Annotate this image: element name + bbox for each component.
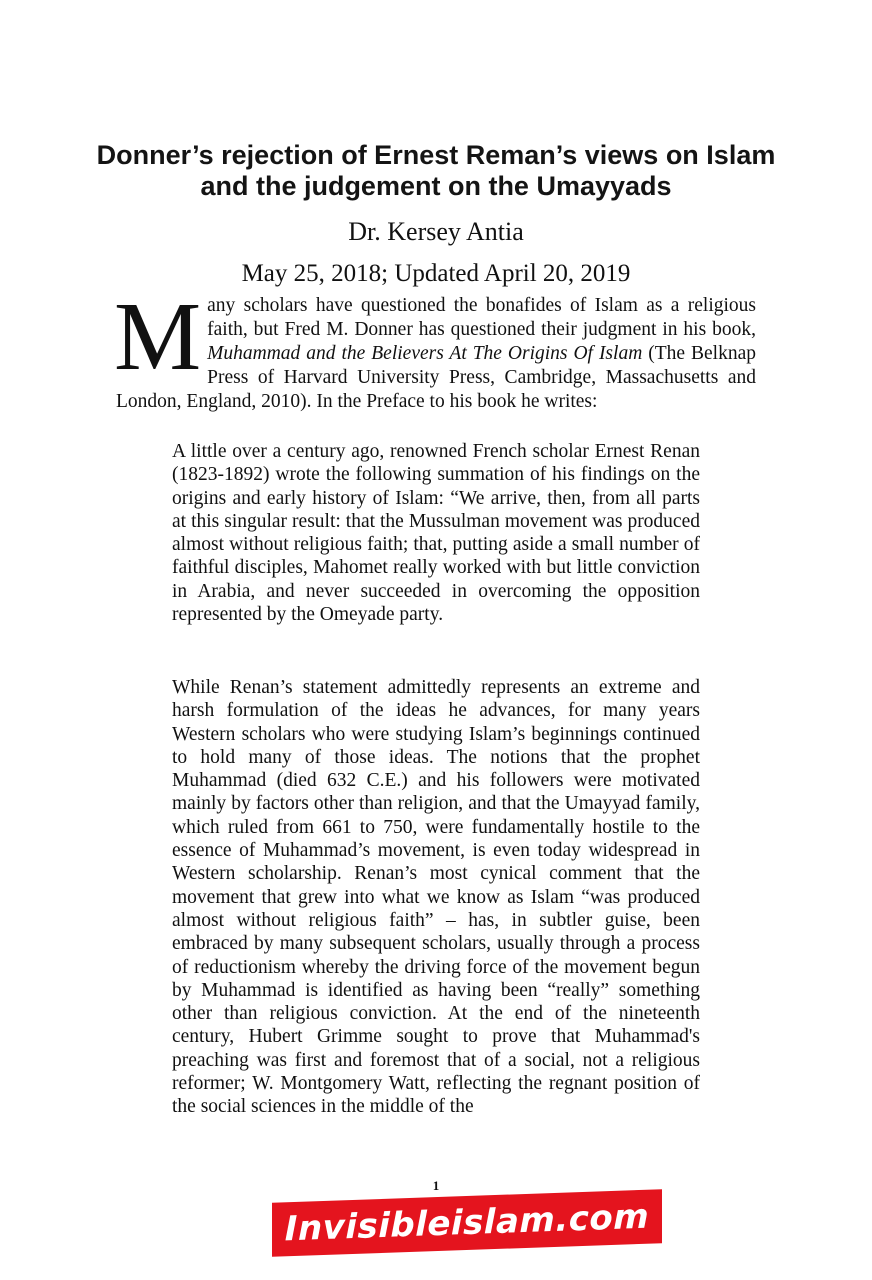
author-name: Dr. Kersey Antia bbox=[348, 217, 524, 246]
quote-paragraph-1: A little over a century ago, renowned French scholar Ernest Renan (1823-1892) wrote the following summation of his findings on the origins and early history of Islam: “We arrive, then, from all parts at this singular result: that the Mussulman movement was produced almost without religious faith; that, putting aside a small number of faithful disciples, Mahomet really worked with but little conviction in Arabia, and never succeeded in overcoming the opposition represented by the Omeyade party. bbox=[172, 441, 700, 626]
quote-paragraph-2: While Renan’s statement admittedly represents an extreme and harsh formulation of the ideas he advances, for many years Western scholars who were studying Islam’s beginnings continued to hold many of those ideas. The notions that the prophet Muhammad (died 632 C.E.) and his followers were motivated mainly by factors other than religion, and that the Umayyad family, which ruled from 661 to 750, were fundamentally hostile to the essence of Muhammad’s movement, is even today widespread in Western scholarship. Renan’s most cynical comment that the movement that grew into what we know as Islam “was produced almost without religious faith” – has, in subtler guise, been embraced by many subsequent scholars, usually through a process of reductionism whereby the driving force of the movement begun by Muhammad is identified as having been “really” something other than religious conviction. At the end of the nineteenth century, Hubert Grimme sought to prove that Muhammad's preaching was first and foremost that of a social, not a religious reformer; W. Montgomery Watt, reflecting the regnant position of the social sciences in the middle of the bbox=[172, 677, 700, 1118]
drop-cap: M bbox=[114, 283, 202, 391]
intro-paragraph bbox=[114, 283, 757, 414]
date-line: May 25, 2018; Updated April 20, 2019 bbox=[241, 260, 631, 287]
book-title: Muhammad and the Believers At The Origins Of Islam bbox=[207, 343, 643, 364]
document-title: Donner’s rejection of Ernest Reman’s views on Islam and the judgement on the Umayyads bbox=[96, 140, 776, 201]
watermark-text: Invisibleislam.com bbox=[284, 1196, 650, 1250]
watermark-banner bbox=[272, 1189, 662, 1257]
page-number: 1 bbox=[432, 1178, 440, 1193]
intro-text-end: (The Belknap Press of Harvard University Press, Cambridge, Massachusetts and London, England, 2010). In the Preface to his book he writes: bbox=[116, 343, 757, 412]
intro-text-start: any scholars have questioned the bonafides of Islam as a religious faith, but Fred M. Donner has questioned their judgment in his book, bbox=[207, 295, 756, 340]
